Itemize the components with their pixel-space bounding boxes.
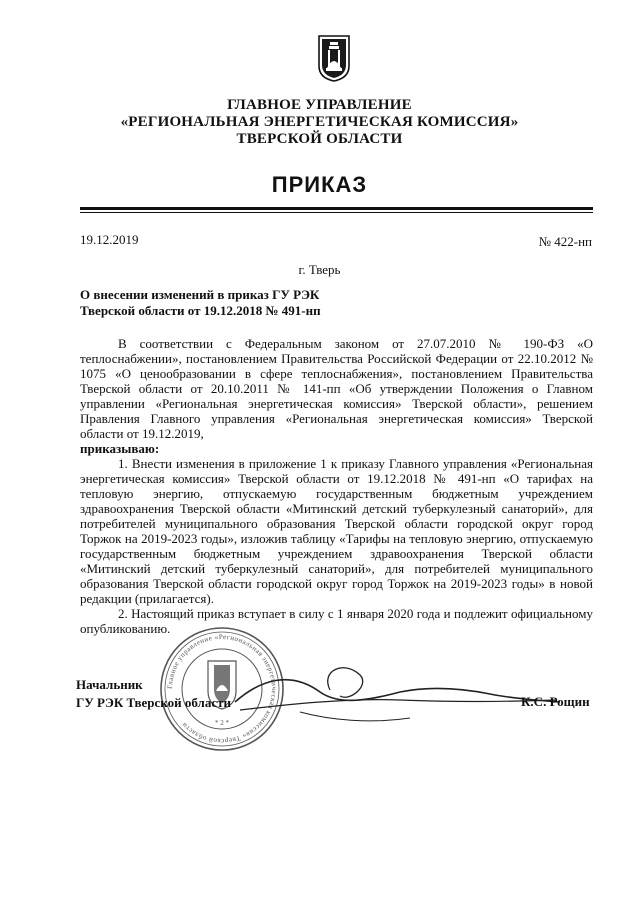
document-type-title: ПРИКАЗ — [271, 172, 368, 197]
header-rule-thick — [80, 207, 593, 210]
org-line-1: ГЛАВНОЕ УПРАВЛЕНИЕ — [227, 97, 412, 113]
subject-line-1: О внесении изменений в приказ ГУ РЭК — [80, 287, 320, 302]
signatory-position — [76, 676, 231, 712]
signatory-name: К.С. Рощин — [521, 694, 590, 709]
stamp-ring-text: Главное управление «Региональная энергетическая комиссия» Тверской области — [165, 632, 279, 746]
item-2-paragraph: 2. Настоящий приказ вступает в силу с 1 января 2020 года и подлежит официальному опубликованию. — [80, 606, 593, 636]
org-line-3: ТВЕРСКОЙ ОБЛАСТИ — [236, 131, 403, 147]
order-subject — [80, 287, 400, 319]
coat-of-arms-emblem — [317, 34, 351, 82]
order-city: г. Тверь — [298, 262, 341, 277]
order-number: № 422-нп — [538, 234, 592, 249]
order-body — [80, 336, 593, 636]
signatory-position-line-2: ГУ РЭК Тверской области — [76, 695, 231, 710]
org-line-2: «РЕГИОНАЛЬНАЯ ЭНЕРГЕТИЧЕСКАЯ КОМИССИЯ» — [120, 114, 519, 130]
preamble-paragraph: В соответствии с Федеральным законом от 27.07.2010 № 190-ФЗ «О теплоснабжении», постановлением Правительства Российской Федерации от 22.10.2012 № 1075 «О ценообразовании в сфере теплоснабжения», постановлением Правительства Тверской области от 20.10.2011 № 141-пп «Об утверждении Положения о Главном управлении «Региональная энергетическая комиссия» Тверской области», решением Правления Главного управления «Региональная энергетическая комиссия» Тверской области от 19.12.2019, — [80, 336, 593, 441]
subject-line-2: Тверской области от 19.12.2018 № 491-нп — [80, 303, 321, 318]
signatory-position-line-1: Начальник — [76, 677, 143, 692]
item-1-paragraph: 1. Внести изменения в приложение 1 к приказу Главного управления «Региональная энергетическая комиссия» Тверской области от 19.12.2018 № 491-нп «О тарифах на тепловую энергию, отпускаемую государственным бюджетным учреждением здравоохранения Тверской области «Митинский детский туберкулезный санаторий», для потребителей муниципального образования Тверской области городской округ город Торжок на 2019-2023 годы», изложив таблицу «Тарифы на тепловую энергию, отпускаемую государственным бюджетным учреждением здравоохранения Тверской области «Митинский детский туберкулезный санаторий», для потребителей муниципального образования Тверской области городской округ город Торжок на 2019-2023 годы» в новой редакции (прилагается). — [80, 456, 593, 606]
header-rule-thin — [80, 212, 593, 213]
order-date: 19.12.2019 — [80, 232, 139, 247]
stamp-center-text: * 2 * — [215, 719, 229, 727]
organization-name — [0, 97, 639, 148]
decree-word: приказываю: — [80, 441, 160, 456]
